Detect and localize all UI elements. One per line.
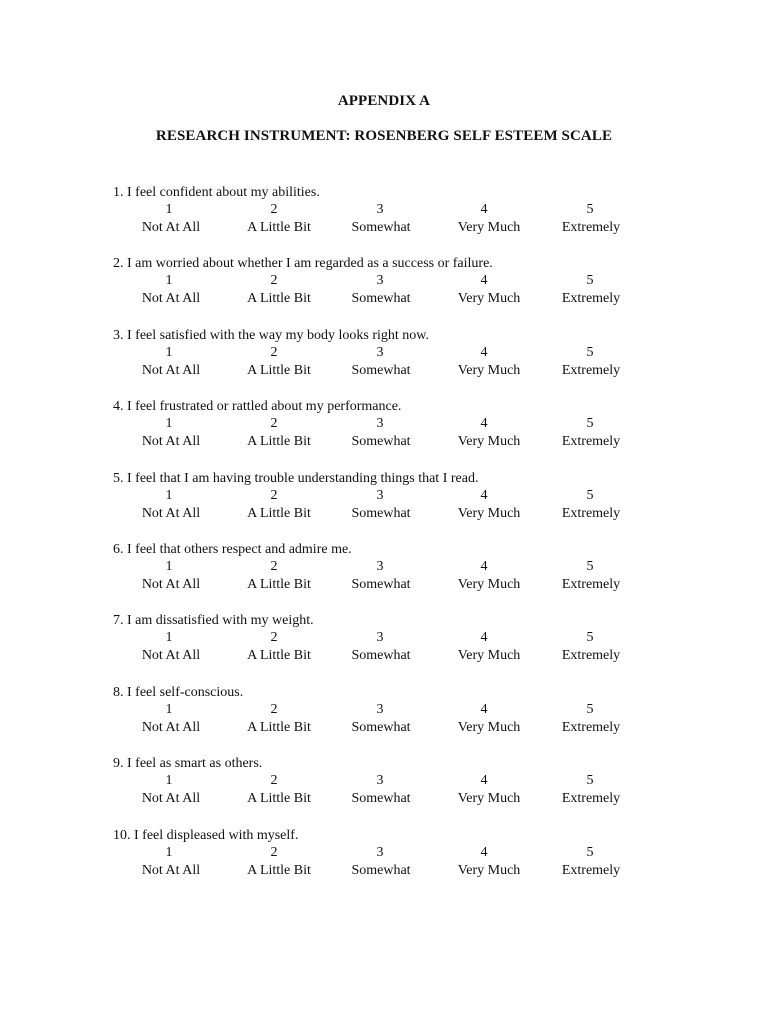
questionnaire-item (113, 255, 673, 326)
rating-option[interactable] (439, 487, 539, 523)
rating-label: A Little Bit (247, 648, 311, 664)
questionnaire-item (113, 755, 673, 826)
rating-scale (113, 629, 673, 665)
questionnaire-item (113, 184, 673, 255)
rating-number: 3 (376, 630, 384, 646)
rating-label: A Little Bit (247, 576, 311, 592)
appendix-title: APPENDIX A (337, 93, 431, 109)
rating-option[interactable] (229, 201, 329, 237)
rating-number: 1 (165, 558, 173, 574)
rating-option[interactable] (121, 701, 221, 737)
rating-option[interactable] (121, 201, 221, 237)
rating-option[interactable] (229, 844, 329, 880)
question-text: 2. I am worried about whether I am regarded as a success or failure. (113, 256, 493, 272)
question-text: 7. I am dissatisfied with my weight. (113, 613, 314, 629)
rating-scale (113, 272, 673, 308)
rating-label: A Little Bit (247, 719, 311, 735)
rating-label: Extremely (561, 220, 621, 235)
rating-option[interactable] (439, 344, 539, 380)
rating-label: Not At All (141, 434, 201, 450)
rating-option[interactable] (541, 201, 641, 237)
rating-option[interactable] (121, 558, 221, 594)
rating-option[interactable] (229, 772, 329, 808)
rating-number: 2 (270, 344, 278, 360)
rating-number: 1 (165, 844, 173, 860)
rating-number: 3 (376, 202, 384, 217)
rating-label: Very Much (457, 434, 521, 450)
question-text: 1. I feel confident about my abilities. (113, 185, 320, 200)
rating-number: 4 (480, 487, 488, 503)
rating-label: Somewhat (351, 434, 411, 450)
rating-option[interactable] (121, 629, 221, 665)
rating-number: 4 (480, 701, 488, 717)
rating-scale (113, 772, 673, 808)
rating-number: 1 (165, 630, 173, 646)
question-text: 10. I feel displeased with myself. (113, 827, 299, 843)
rating-label: Not At All (141, 362, 201, 378)
question-text: 9. I feel as smart as others. (113, 756, 263, 772)
rating-label: Somewhat (351, 291, 411, 307)
rating-scale (113, 344, 673, 380)
rating-option[interactable] (331, 201, 431, 237)
questionnaire-item (113, 398, 673, 469)
rating-option[interactable] (121, 844, 221, 880)
rating-label: Not At All (141, 862, 201, 878)
rating-option[interactable] (541, 772, 641, 808)
rating-label: Not At All (141, 220, 201, 235)
questionnaire-item (113, 470, 673, 541)
rating-number: 3 (376, 416, 384, 432)
rating-number: 1 (165, 416, 173, 432)
rating-option[interactable] (541, 272, 641, 308)
rating-number: 2 (270, 701, 278, 717)
rating-number: 4 (480, 558, 488, 574)
rating-label: Not At All (141, 576, 201, 592)
rating-number: 5 (586, 558, 594, 574)
rating-label: Somewhat (351, 791, 411, 807)
rating-option[interactable] (331, 629, 431, 665)
question-text: 6. I feel that others respect and admire me. (113, 541, 352, 557)
rating-label: Not At All (141, 291, 201, 307)
rating-option[interactable] (229, 344, 329, 380)
rating-label: Somewhat (351, 505, 411, 521)
rating-option[interactable] (439, 629, 539, 665)
rating-number: 2 (270, 558, 278, 574)
rating-number: 4 (480, 773, 488, 789)
rating-number: 5 (586, 416, 594, 432)
rating-option[interactable] (229, 487, 329, 523)
rating-label: Somewhat (351, 862, 411, 878)
rating-number: 2 (270, 844, 278, 860)
rating-label: Extremely (561, 576, 621, 592)
questionnaire-item (113, 684, 673, 755)
rating-option[interactable] (541, 558, 641, 594)
rating-label: Extremely (561, 791, 621, 807)
rating-option[interactable] (439, 272, 539, 308)
rating-number: 5 (586, 202, 594, 217)
question-text: 3. I feel satisfied with the way my body looks right now. (113, 327, 429, 343)
rating-option[interactable] (331, 772, 431, 808)
rating-number: 1 (165, 202, 173, 217)
rating-number: 3 (376, 487, 384, 503)
rating-number: 4 (480, 273, 488, 289)
rating-number: 2 (270, 630, 278, 646)
rating-label: Very Much (457, 220, 521, 235)
rating-number: 3 (376, 701, 384, 717)
rating-number: 4 (480, 202, 488, 217)
questionnaire-item (113, 612, 673, 683)
rating-option[interactable] (541, 415, 641, 451)
rating-label: Extremely (561, 362, 621, 378)
rating-scale (113, 701, 673, 737)
rating-option[interactable] (439, 201, 539, 237)
rating-number: 2 (270, 416, 278, 432)
rating-number: 3 (376, 844, 384, 860)
rating-label: Very Much (457, 505, 521, 521)
rating-option[interactable] (331, 844, 431, 880)
rating-number: 4 (480, 344, 488, 360)
rating-number: 2 (270, 487, 278, 503)
question-text: 4. I feel frustrated or rattled about my performance. (113, 399, 402, 415)
rating-number: 4 (480, 844, 488, 860)
rating-label: Not At All (141, 505, 201, 521)
rating-label: A Little Bit (247, 291, 311, 307)
rating-option[interactable] (229, 701, 329, 737)
rating-scale (113, 487, 673, 523)
rating-number: 5 (586, 701, 594, 717)
rating-number: 5 (586, 844, 594, 860)
rating-label: Very Much (457, 362, 521, 378)
rating-option[interactable] (229, 415, 329, 451)
rating-option[interactable] (121, 415, 221, 451)
rating-label: Very Much (457, 862, 521, 878)
rating-number: 1 (165, 273, 173, 289)
rating-label: Extremely (561, 434, 621, 450)
rating-number: 1 (165, 701, 173, 717)
rating-number: 2 (270, 202, 278, 217)
rating-label: Very Much (457, 648, 521, 664)
rating-option[interactable] (541, 629, 641, 665)
rating-number: 4 (480, 630, 488, 646)
rating-number: 5 (586, 773, 594, 789)
rating-number: 3 (376, 773, 384, 789)
rating-option[interactable] (439, 415, 539, 451)
rating-option[interactable] (121, 487, 221, 523)
rating-label: A Little Bit (247, 791, 311, 807)
rating-number: 3 (376, 558, 384, 574)
rating-scale (113, 844, 673, 880)
rating-option[interactable] (121, 772, 221, 808)
rating-scale (113, 415, 673, 451)
rating-label: Very Much (457, 576, 521, 592)
rating-number: 5 (586, 273, 594, 289)
rating-label: Not At All (141, 791, 201, 807)
rating-number: 1 (165, 487, 173, 503)
rating-label: Somewhat (351, 719, 411, 735)
rating-label: Very Much (457, 719, 521, 735)
rating-option[interactable] (541, 487, 641, 523)
rating-label: A Little Bit (247, 362, 311, 378)
rating-label: Somewhat (351, 576, 411, 592)
rating-option[interactable] (121, 344, 221, 380)
rating-option[interactable] (331, 344, 431, 380)
rating-label: Extremely (561, 291, 621, 307)
rating-number: 1 (165, 344, 173, 360)
rating-option[interactable] (331, 415, 431, 451)
rating-label: Extremely (561, 719, 621, 735)
questionnaire-items (113, 184, 673, 898)
question-text: 5. I feel that I am having trouble understanding things that I read. (113, 470, 479, 486)
rating-label: A Little Bit (247, 505, 311, 521)
rating-option[interactable] (439, 701, 539, 737)
rating-label: Extremely (561, 505, 621, 521)
rating-number: 3 (376, 273, 384, 289)
rating-option[interactable] (121, 272, 221, 308)
questionnaire-item (113, 327, 673, 398)
rating-label: Extremely (561, 648, 621, 664)
rating-option[interactable] (229, 272, 329, 308)
rating-number: 5 (586, 487, 594, 503)
rating-label: Extremely (561, 862, 621, 878)
rating-option[interactable] (331, 487, 431, 523)
instrument-title: RESEARCH INSTRUMENT: ROSENBERG SELF ESTEEM SCALE (155, 128, 613, 144)
rating-label: Not At All (141, 648, 201, 664)
rating-option[interactable] (439, 844, 539, 880)
rating-number: 3 (376, 344, 384, 360)
rating-option[interactable] (331, 701, 431, 737)
rating-number: 2 (270, 273, 278, 289)
rating-number: 5 (586, 630, 594, 646)
rating-label: A Little Bit (247, 862, 311, 878)
rating-label: Very Much (457, 791, 521, 807)
rating-label: Somewhat (351, 362, 411, 378)
rating-option[interactable] (331, 272, 431, 308)
rating-number: 1 (165, 773, 173, 789)
rating-scale (113, 201, 673, 237)
questionnaire-item (113, 827, 673, 898)
rating-label: Very Much (457, 291, 521, 307)
question-text: 8. I feel self-conscious. (113, 684, 244, 700)
rating-option[interactable] (541, 844, 641, 880)
rating-scale (113, 558, 673, 594)
rating-label: A Little Bit (247, 434, 311, 450)
rating-option[interactable] (331, 558, 431, 594)
rating-label: Somewhat (351, 220, 411, 235)
rating-label: Somewhat (351, 648, 411, 664)
rating-option[interactable] (439, 772, 539, 808)
rating-option[interactable] (439, 558, 539, 594)
rating-option[interactable] (541, 701, 641, 737)
rating-label: A Little Bit (247, 220, 311, 235)
rating-number: 4 (480, 416, 488, 432)
rating-option[interactable] (541, 344, 641, 380)
rating-number: 5 (586, 344, 594, 360)
rating-option[interactable] (229, 629, 329, 665)
questionnaire-item (113, 541, 673, 612)
rating-option[interactable] (229, 558, 329, 594)
rating-number: 2 (270, 773, 278, 789)
rating-label: Not At All (141, 719, 201, 735)
